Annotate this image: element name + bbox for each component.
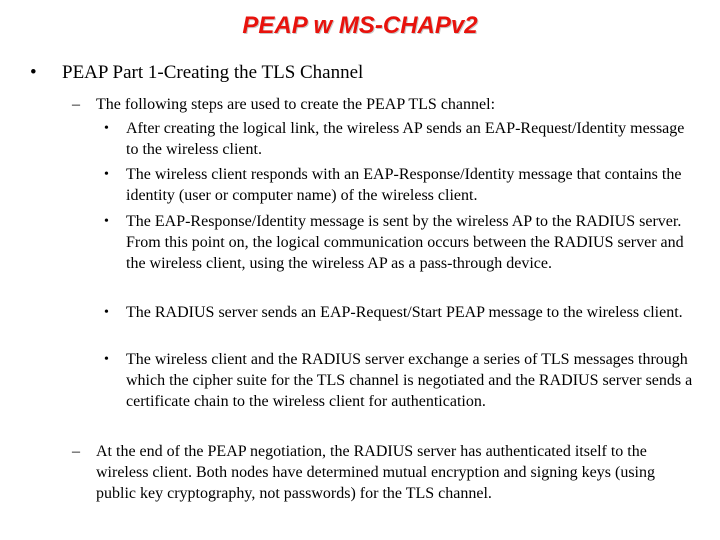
- slide-title: PEAP w MS-CHAPv2: [242, 12, 478, 39]
- bullet-mark: •: [104, 167, 109, 182]
- intro-text: The following steps are used to create the PEAP TLS channel:: [96, 96, 496, 113]
- conclusion-text: At the end of the PEAP negotiation, the RADIUS server has authenticated itself to the wireless client. Both nodes have determined mutual encryption and signing keys (using public key cryptography, not passwords) for the TLS channel.: [96, 443, 655, 502]
- step-text: The wireless client responds with an EAP-Response/Identity message that contains the identity (user or computer name) of the wireless client.: [126, 166, 682, 204]
- bullet-mark: •: [104, 352, 109, 367]
- bullet-mark: •: [104, 121, 109, 136]
- bullet-mark: •: [104, 305, 109, 320]
- dash-mark: –: [72, 443, 80, 460]
- level1-text: PEAP Part 1-Creating the TLS Channel: [62, 62, 364, 83]
- step-text: The RADIUS server sends an EAP-Request/Start PEAP message to the wireless client.: [126, 304, 683, 321]
- step-text: After creating the logical link, the wireless AP sends an EAP-Request/Identity message to the wireless client.: [126, 120, 685, 158]
- bullet-mark: •: [104, 214, 109, 229]
- bullet-mark: •: [30, 62, 37, 83]
- step-text: The EAP-Response/Identity message is sent by the wireless AP to the RADIUS server. From this point on, the logical communication occurs between the RADIUS server and the wireless client, using the wireless AP as a pass-through device.: [126, 213, 684, 272]
- step-text: The wireless client and the RADIUS server exchange a series of TLS messages through which the cipher suite for the TLS channel is negotiated and the RADIUS server sends a certificate chain to the wireless client for authentication.: [126, 351, 693, 410]
- dash-mark: –: [72, 96, 80, 113]
